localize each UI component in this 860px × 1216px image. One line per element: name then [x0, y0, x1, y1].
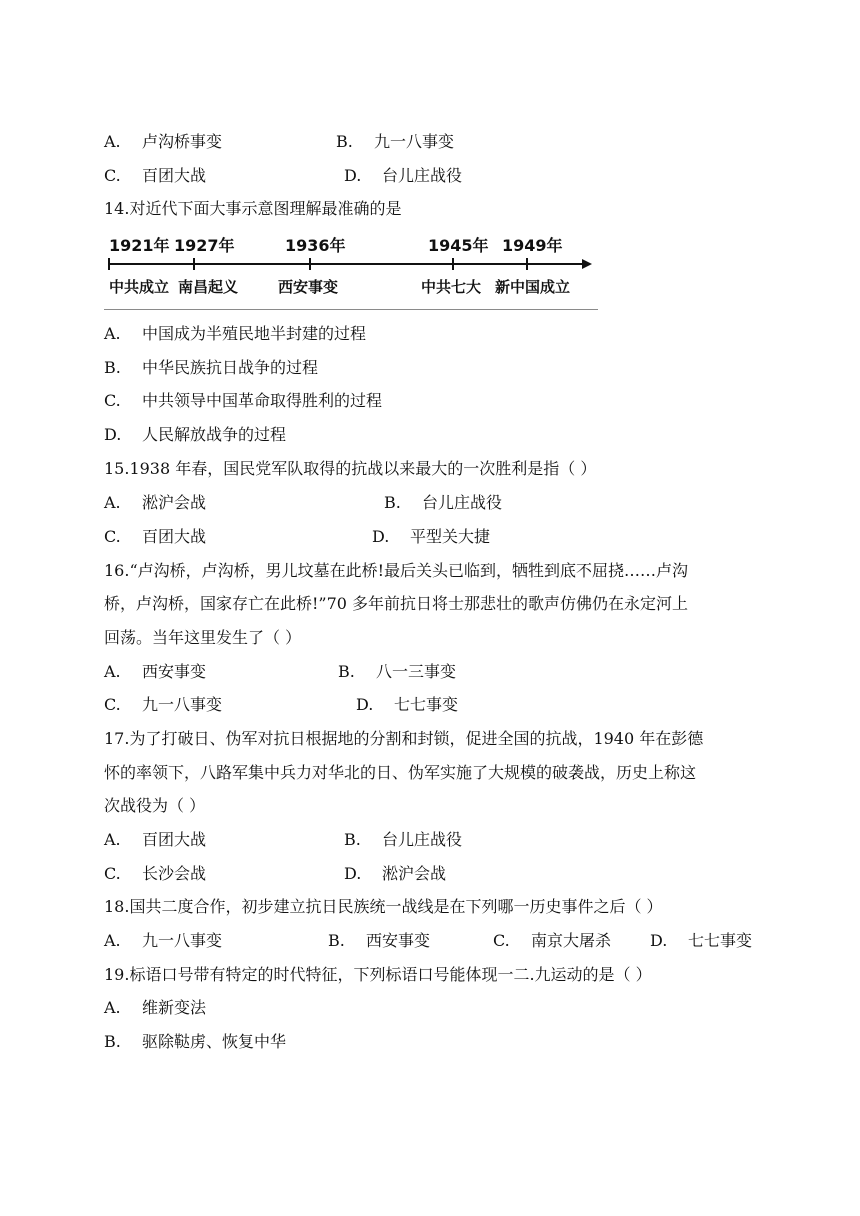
option-text: 中华民族抗日战争的过程: [142, 358, 319, 377]
option-letter: B.: [336, 132, 353, 151]
timeline-event-label: 中共七大: [421, 278, 482, 296]
q16-stem-line-2: 桥，卢沟桥，国家存亡在此桥!”70 多年前抗日将士那悲壮的歌声仿佛仍在永定河上: [104, 594, 689, 613]
q16-option-c: [104, 694, 222, 716]
option-letter: C.: [493, 931, 510, 950]
q18-option-c: [493, 930, 611, 952]
option-letter: A.: [104, 132, 121, 151]
option-text: 百团大战: [142, 527, 207, 546]
option-letter: C.: [104, 527, 121, 546]
q15-option-a: [104, 492, 206, 514]
option-letter: B.: [104, 358, 121, 377]
option-letter: B.: [104, 1032, 121, 1051]
timeline-event-label: 中共成立: [109, 278, 170, 296]
option-letter: D.: [344, 864, 362, 883]
q16-option-b: [338, 661, 456, 683]
option-text: 西安事变: [366, 931, 431, 950]
timeline-event-label: 新中国成立: [495, 278, 571, 296]
option-text: 长沙会战: [142, 864, 207, 883]
q19-option-b: [104, 1031, 286, 1053]
option-letter: A.: [104, 830, 121, 849]
option-text: 百团大战: [142, 830, 207, 849]
q15-option-d: [372, 526, 490, 548]
q13-option-c: [104, 165, 206, 187]
timeline-year: 1945年: [428, 236, 489, 255]
timeline-figure: [104, 232, 600, 314]
q15-option-b: [384, 492, 502, 514]
option-text: 九一八事变: [142, 695, 223, 714]
option-letter: C.: [104, 695, 121, 714]
option-text: 台儿庄战役: [422, 493, 503, 512]
q17-stem-line-1: 17.为了打破日、伪军对抗日根据地的分割和封锁，促进全国的抗战，1940 年在彭德: [104, 729, 704, 748]
option-letter: A.: [104, 998, 121, 1017]
q16-stem-line-1: 16.“卢沟桥，卢沟桥，男儿坟墓在此桥!最后关头已临到，牺牲到底不屈挠……卢沟: [104, 561, 689, 580]
timeline-year: 1921年: [109, 236, 170, 255]
q13-option-d: [344, 165, 462, 187]
option-letter: C.: [104, 166, 121, 185]
q19-stem: 19.标语口号带有特定的时代特征，下列标语口号能体现一二.九运动的是（ ）: [104, 965, 652, 984]
option-letter: A.: [104, 662, 121, 681]
option-text: 百团大战: [142, 166, 207, 185]
option-text: 九一八事变: [142, 931, 223, 950]
option-text: 九一八事变: [374, 132, 455, 151]
option-text: 台儿庄战役: [382, 166, 463, 185]
option-letter: B.: [328, 931, 345, 950]
q15-stem: 15.1938 年春，国民党军队取得的抗战以来最大的一次胜利是指（ ）: [104, 459, 597, 478]
q18-option-b: [328, 930, 430, 952]
option-letter: D.: [356, 695, 374, 714]
option-letter: D.: [104, 425, 122, 444]
q19-option-a: [104, 997, 206, 1019]
option-text: 驱除鞑虏、恢复中华: [142, 1032, 287, 1051]
option-text: 淞沪会战: [382, 864, 447, 883]
option-text: 中共领导中国革命取得胜利的过程: [142, 391, 383, 410]
q16-option-a: [104, 661, 206, 683]
option-text: 八一三事变: [376, 662, 457, 681]
option-text: 西安事变: [142, 662, 207, 681]
option-letter: B.: [344, 830, 361, 849]
option-text: 七七事变: [688, 931, 753, 950]
q17-option-c: [104, 863, 206, 885]
q18-option-a: [104, 930, 222, 952]
timeline-year: 1949年: [502, 236, 563, 255]
option-letter: B.: [338, 662, 355, 681]
q17-option-d: [344, 863, 446, 885]
option-letter: C.: [104, 391, 121, 410]
q14-stem: 14.对近代下面大事示意图理解最准确的是: [104, 199, 402, 218]
option-letter: B.: [384, 493, 401, 512]
q17-stem-line-3: 次战役为（ ）: [104, 796, 206, 815]
timeline-year: 1936年: [285, 236, 346, 255]
q16-stem-line-3: 回荡。当年这里发生了（ ）: [104, 628, 302, 647]
option-letter: A.: [104, 324, 121, 343]
option-text: 台儿庄战役: [382, 830, 463, 849]
option-letter: C.: [104, 864, 121, 883]
option-text: 人民解放战争的过程: [142, 425, 287, 444]
timeline-event-label: 西安事变: [278, 278, 339, 296]
q18-option-d: [650, 930, 752, 952]
option-text: 卢沟桥事变: [142, 132, 223, 151]
timeline-svg: [104, 232, 600, 314]
q14-option-a: [104, 323, 366, 345]
q16-option-d: [356, 694, 458, 716]
option-text: 中国成为半殖民地半封建的过程: [142, 324, 367, 343]
option-text: 淞沪会战: [142, 493, 207, 512]
option-text: 维新变法: [142, 998, 207, 1017]
q13-option-b: [336, 131, 454, 153]
timeline-bottom-rule: [104, 309, 598, 310]
q14-option-d: [104, 424, 286, 446]
q17-option-a: [104, 829, 206, 851]
option-letter: D.: [650, 931, 668, 950]
option-text: 南京大屠杀: [531, 931, 612, 950]
q14-option-c: [104, 390, 382, 412]
option-letter: D.: [344, 166, 362, 185]
q14-option-b: [104, 357, 318, 379]
option-text: 平型关大捷: [410, 527, 491, 546]
timeline-year: 1927年: [174, 236, 235, 255]
option-letter: D.: [372, 527, 390, 546]
option-letter: A.: [104, 493, 121, 512]
option-text: 七七事变: [394, 695, 459, 714]
timeline-arrow-icon: [582, 259, 592, 269]
q18-stem: 18.国共二度合作，初步建立抗日民族统一战线是在下列哪一历史事件之后（ ）: [104, 897, 663, 916]
timeline-event-label: 南昌起义: [178, 278, 239, 296]
option-letter: A.: [104, 931, 121, 950]
q17-option-b: [344, 829, 462, 851]
q13-option-a: [104, 131, 222, 153]
q15-option-c: [104, 526, 206, 548]
q17-stem-line-2: 怀的率领下，八路军集中兵力对华北的日、伪军实施了大规模的破袭战，历史上称这: [104, 763, 697, 782]
